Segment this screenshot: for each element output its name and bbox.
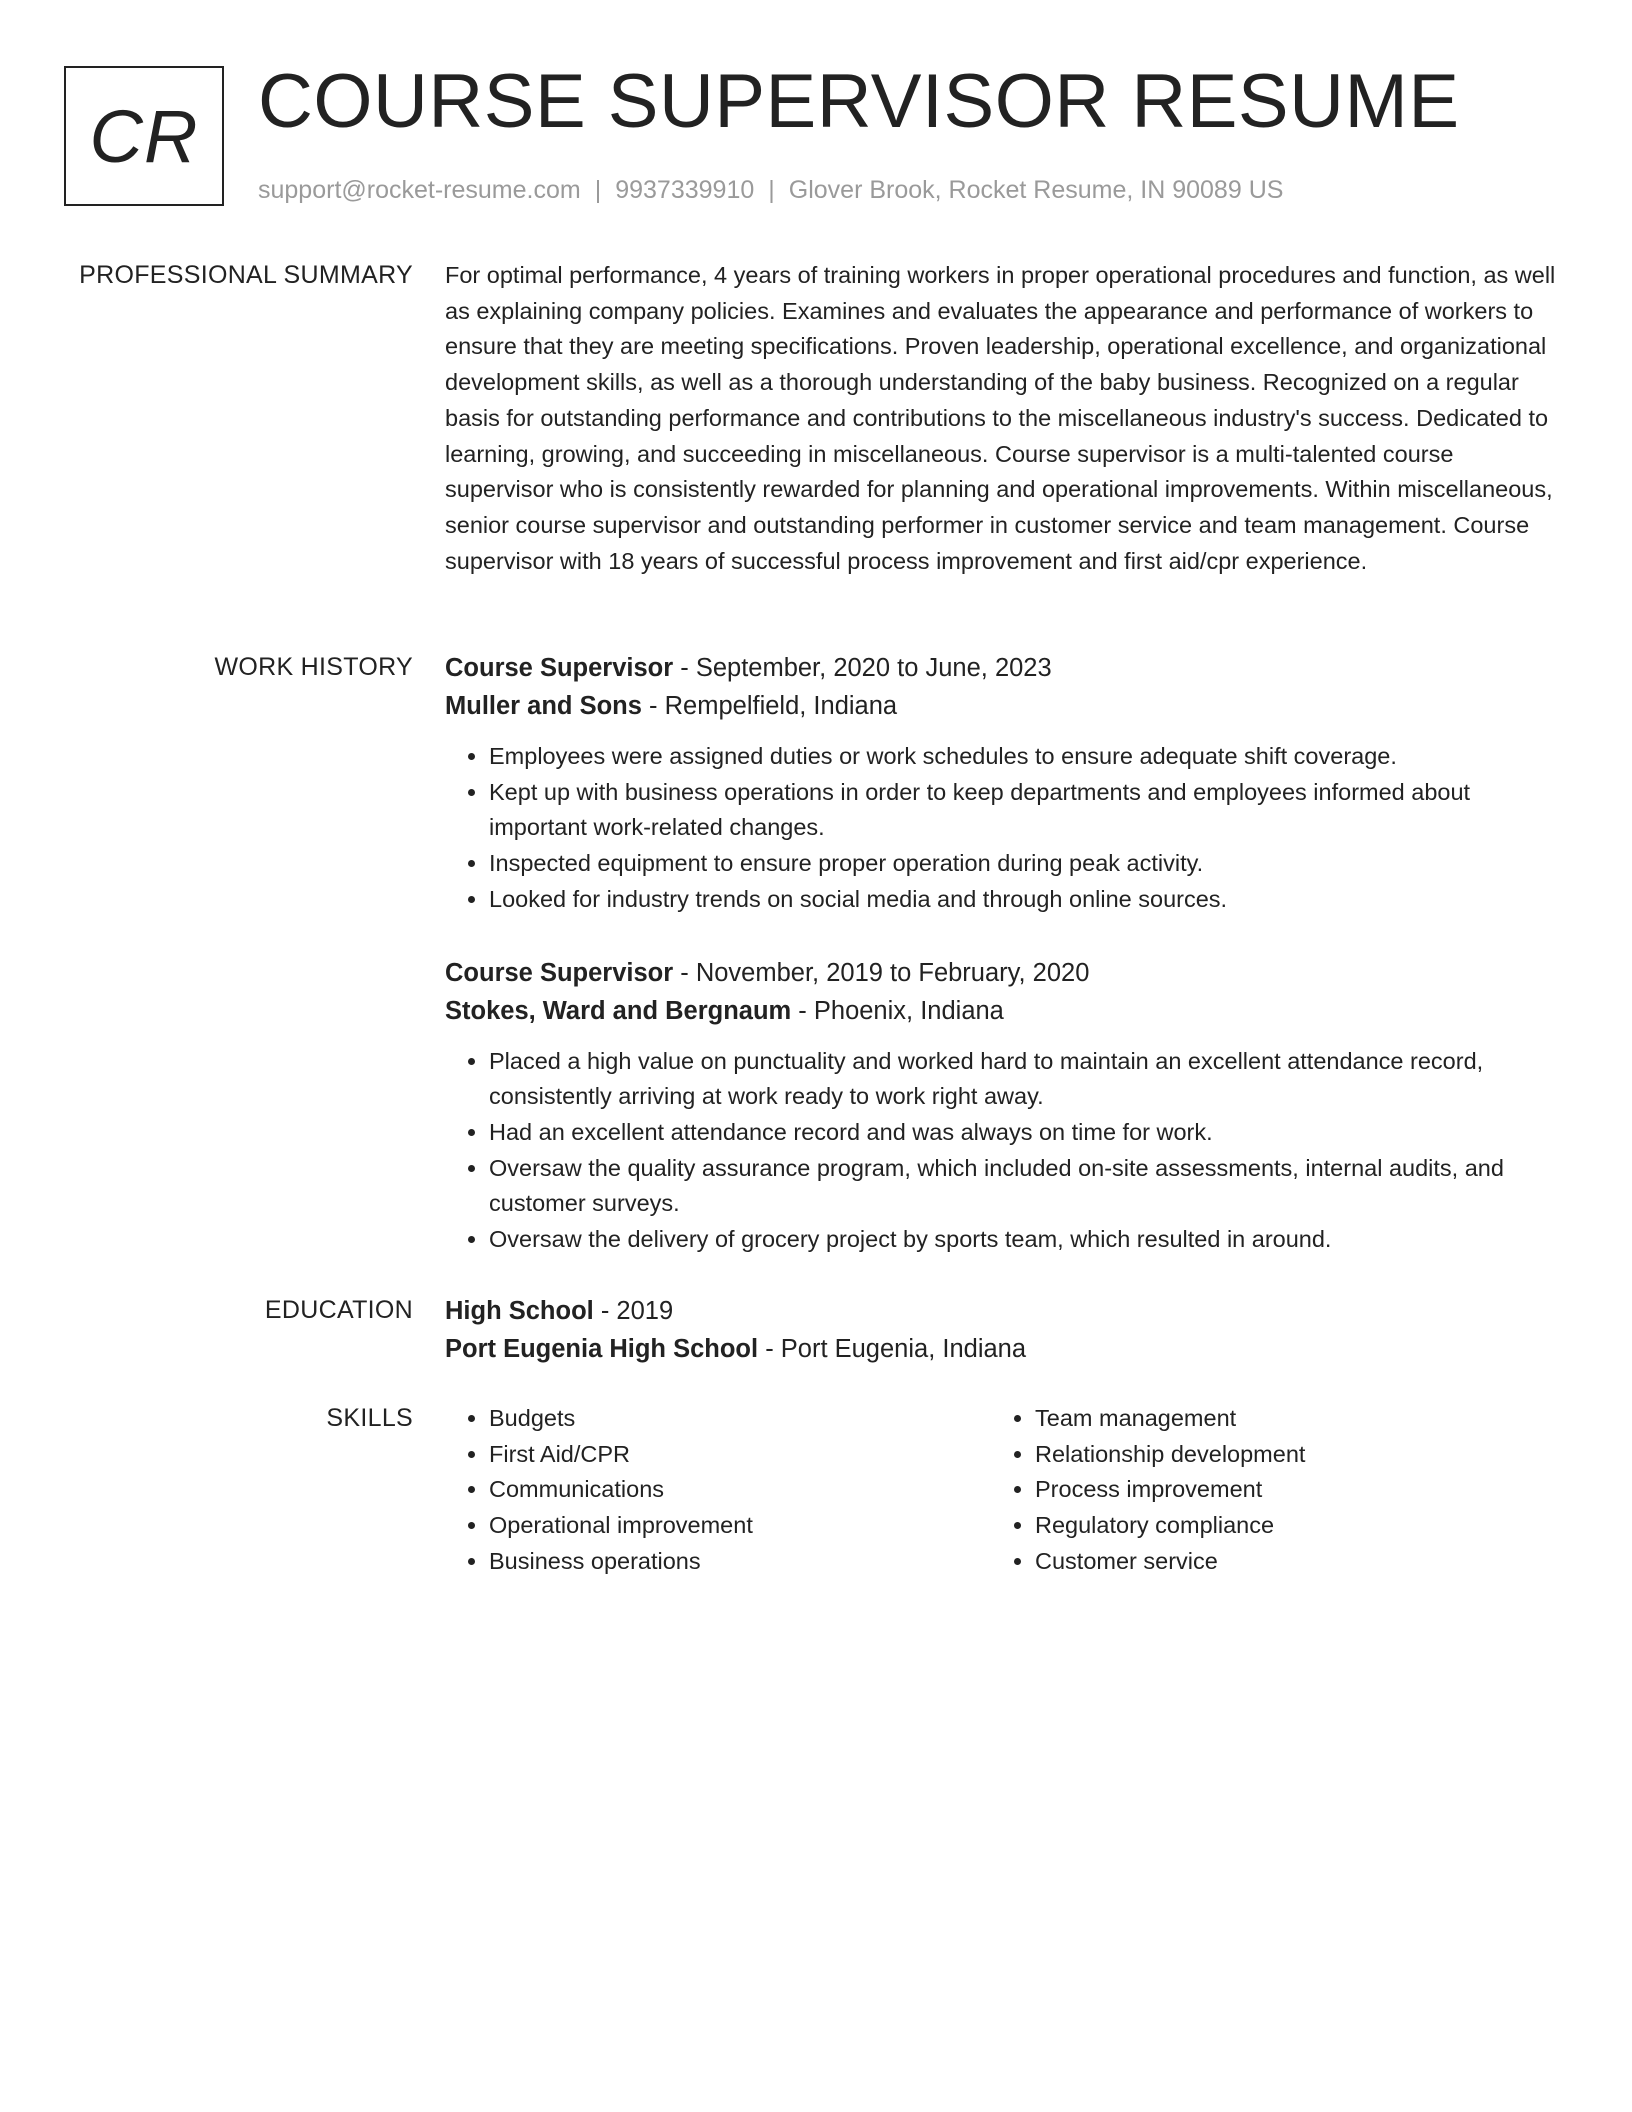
skill-item: • Business operations: [489, 1544, 991, 1580]
education-body: [445, 1292, 1557, 1368]
job-location: - Phoenix, Indiana: [791, 996, 1004, 1025]
monogram-badge: CR: [64, 66, 224, 206]
education-school-line: [445, 1330, 1557, 1368]
contact-separator: |: [594, 176, 602, 204]
work-history-heading: WORK HISTORY: [214, 653, 413, 681]
job-dates: - November, 2019 to February, 2020: [673, 958, 1090, 987]
job-bullet: • Had an excellent attendance record and was always on time for work.: [489, 1115, 1557, 1151]
skill-item: • First Aid/CPR: [489, 1437, 991, 1473]
skills-list-left: [445, 1401, 991, 1580]
job-dates: - September, 2020 to June, 2023: [673, 654, 1052, 682]
contact-separator: |: [768, 176, 775, 204]
education-degree: High School: [445, 1297, 594, 1325]
job-bullet: • Oversaw the quality assurance program, which included on-site assessments, internal audits, and customer surveys.: [489, 1151, 1557, 1222]
job-bullet: • Placed a high value on punctuality and worked hard to maintain an excellent attendance record, consistently arriving at work ready to work right away.: [489, 1044, 1557, 1115]
skill-item: • Regulatory compliance: [1035, 1508, 1537, 1544]
work-history-body: [445, 649, 1557, 1258]
job-entry: [445, 649, 1557, 918]
contact-phone[interactable]: 9937339910: [615, 176, 755, 204]
job-company: Stokes, Ward and Bergnaum: [445, 996, 792, 1025]
job-bullet: • Oversaw the delivery of grocery project by sports team, which resulted in around.: [489, 1222, 1557, 1258]
summary-body: [445, 258, 1557, 579]
education-degree-line: [445, 1292, 1557, 1330]
skill-item: • Communications: [489, 1472, 991, 1508]
education-school: Port Eugenia High School: [445, 1335, 759, 1363]
job-bullet: • Employees were assigned duties or work schedules to ensure adequate shift coverage.: [489, 739, 1557, 775]
skill-item: • Relationship development: [1035, 1437, 1537, 1473]
job-title-line: [445, 954, 1557, 992]
resume-title: COURSE SUPERVISOR RESUME: [258, 59, 1460, 144]
job-title-line: [445, 649, 1557, 687]
job-location: - Rempelfield, Indiana: [641, 692, 898, 720]
skill-item: • Operational improvement: [489, 1508, 991, 1544]
contact-line: [258, 174, 1283, 206]
skill-item: • Customer service: [1035, 1544, 1537, 1580]
education-location: - Port Eugenia, Indiana: [758, 1335, 1027, 1363]
skill-item: • Team management: [1035, 1401, 1537, 1437]
job-company-line: [445, 687, 1557, 725]
contact-email[interactable]: support@rocket-resume.com: [258, 176, 581, 204]
job-entry: [445, 954, 1557, 1258]
job-title: Course Supervisor: [445, 654, 674, 682]
skills-columns: [445, 1401, 1557, 1580]
job-bullet: • Looked for industry trends on social media and through online sources.: [489, 882, 1557, 918]
skills-list-right: [991, 1401, 1537, 1580]
summary-heading: PROFESSIONAL SUMMARY: [79, 261, 413, 289]
education-year: - 2019: [593, 1297, 674, 1325]
skill-item: • Budgets: [489, 1401, 991, 1437]
skills-body: [445, 1401, 1557, 1580]
job-company-line: [445, 992, 1557, 1030]
job-bullet: • Kept up with business operations in order to keep departments and employees informed about important work-related changes.: [489, 775, 1557, 846]
job-bullets: [445, 1044, 1557, 1258]
education-heading: EDUCATION: [264, 1296, 413, 1324]
skill-item: • Process improvement: [1035, 1472, 1537, 1508]
summary-text: For optimal performance, 4 years of training workers in proper operational procedures and function, as well as explaining company policies. Examines and evaluates the appearance and performance of workers to ensure that they are meeting specifications. Proven leadership, operational excellence, and organizational development skills, as well as a thorough understanding of the baby business. Recognized on a regular basis for outstanding performance and contributions to the miscellaneous industry's success. Dedicated to learning, growing, and succeeding in miscellaneous. Course supervisor is a multi-talented course supervisor who is consistently rewarded for planning and operational improvements. Within miscellaneous, senior course supervisor and outstanding performer in customer service and team management. Course supervisor with 18 years of successful process improvement and first aid/cpr experience.: [445, 262, 1556, 574]
contact-address: Glover Brook, Rocket Resume, IN 90089 US: [788, 176, 1284, 204]
job-bullets: [445, 739, 1557, 918]
job-company: Muller and Sons: [445, 692, 642, 720]
skills-heading: SKILLS: [326, 1404, 413, 1432]
job-bullet: • Inspected equipment to ensure proper operation during peak activity.: [489, 846, 1557, 882]
job-title: Course Supervisor: [445, 958, 674, 987]
